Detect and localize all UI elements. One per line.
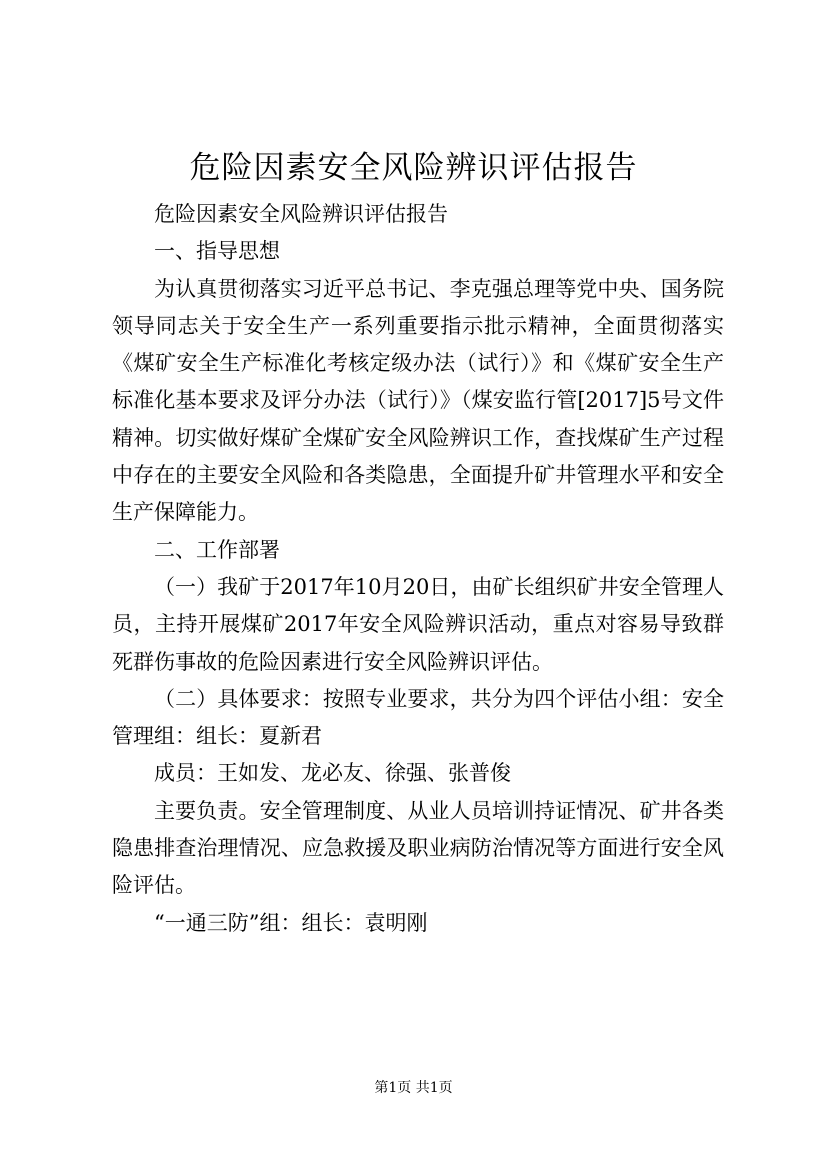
document-title: 危险因素安全风险辨识评估报告 [189,150,638,186]
section-heading-guiding-ideology: 一、指导思想 [154,239,280,264]
document-body [112,196,724,942]
body-paragraph: （一）我矿于2017年10月20日，由矿长组织矿井安全管理人员，主持开展煤矿2017年安全风险辨识活动，重点对容易导致群死群伤事故的危险因素进行安全风险辨识评估。 [112,574,724,674]
body-paragraph: 成员：王如发、龙必友、徐强、张普俊 [154,761,511,786]
section-heading-work-deployment: 二、工作部署 [154,537,280,562]
body-paragraph: “一通三防”组：组长：袁明刚 [154,910,428,935]
subtitle-paragraph: 危险因素安全风险辨识评估报告 [154,202,448,226]
body-paragraph: 为认真贯彻落实习近平总书记、李克强总理等党中央、国务院领导同志关于安全生产一系列重要指示批示精神，全面贯彻落实《煤矿安全生产标准化考核定级办法（试行）》和《煤矿安全生产标准化基本要求及评分办法（试行）》（煤安监行管[2017]5号文件精神。切实做好煤矿全煤矿安全风险辨识工作，查找煤矿生产过程中存在的主要安全风险和各类隐患，全面提升矿井管理水平和安全生产保障能力。 [112,276,724,525]
body-paragraph: 主要负责。安全管理制度、从业人员培训持证情况、矿井各类隐患排查治理情况、应急救援及职业病防治情况等方面进行安全风险评估。 [112,798,724,898]
page-footer: 第1页 共1页 [374,1080,453,1096]
body-paragraph: （二）具体要求：按照专业要求，共分为四个评估小组：安全管理组：组长：夏新君 [112,686,724,749]
